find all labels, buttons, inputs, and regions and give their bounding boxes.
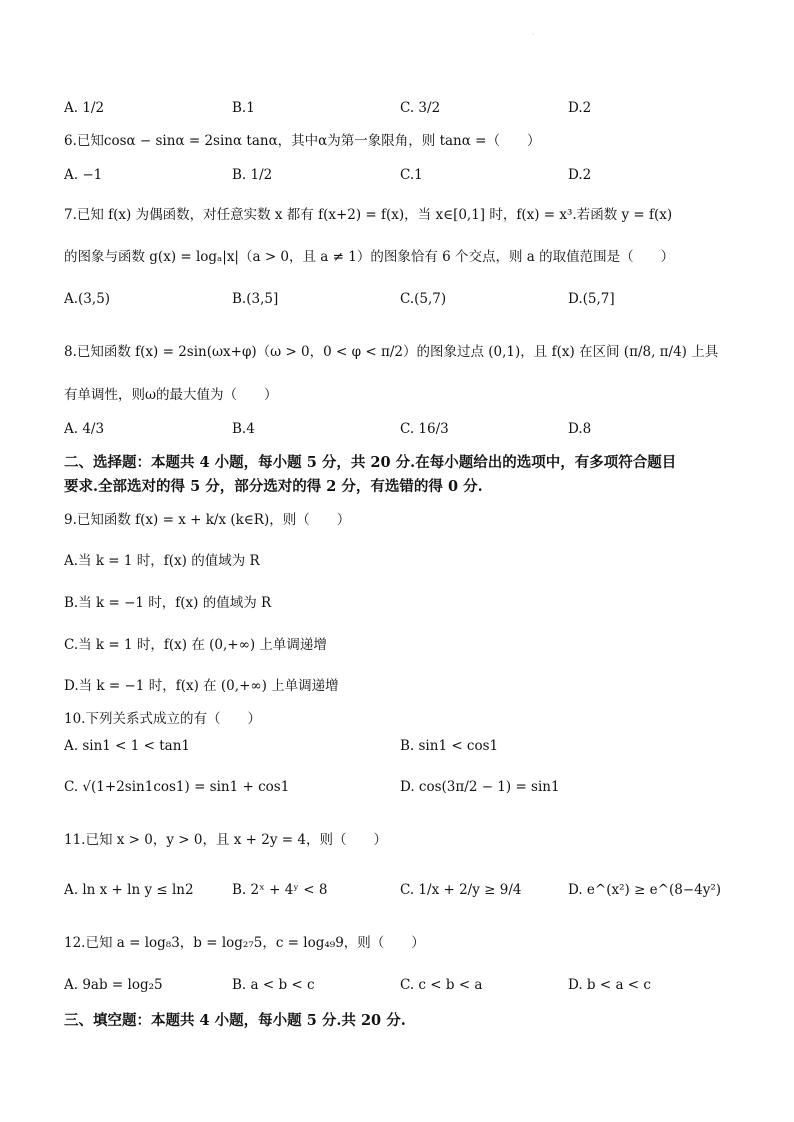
- q8-option-a: A. 4/3: [64, 421, 105, 437]
- q10-option-b: B. sin1 < cos1: [400, 738, 499, 754]
- q6-option-b: B. 1/2: [232, 167, 273, 183]
- q6-option-a: A. −1: [64, 167, 103, 183]
- q8-stem-line1: 8.已知函数 f(x) = 2sin(ωx+φ)（ω > 0，0 < φ < π/2）的图象过点 (0,1)，且 f(x) 在区间 (π/8, π/4) 上具: [64, 344, 719, 360]
- q6-option-c: C.1: [400, 167, 423, 183]
- section3-heading: 三、填空题：本题共 4 小题，每小题 5 分.共 20 分.: [64, 1012, 406, 1029]
- q5-option-c: C. 3/2: [400, 100, 441, 116]
- q9-option-b: B.当 k = −1 时，f(x) 的值域为 R: [64, 595, 272, 611]
- section2-heading-line1: 二、选择题：本题共 4 小题，每小题 5 分，共 20 分.在每小题给出的选项中，有多项符合题目: [64, 454, 677, 471]
- q5-option-d: D.2: [568, 100, 592, 116]
- q6-option-d: D.2: [568, 167, 592, 183]
- q9-option-a: A.当 k = 1 时，f(x) 的值域为 R: [64, 553, 260, 569]
- q11-option-a: A. ln x + ln y ≤ ln2: [64, 882, 194, 898]
- section2-heading-line2: 要求.全部选对的得 5 分，部分选对的得 2 分，有选错的得 0 分.: [64, 478, 483, 495]
- q10-option-d: D. cos(3π/2 − 1) = sin1: [400, 779, 560, 795]
- q6-stem: 6.已知cosα − sinα = 2sinα tanα，其中α为第一象限角，则 tanα =（ ）: [64, 133, 541, 149]
- q5-option-b: B.1: [232, 100, 255, 116]
- q8-option-d: D.8: [568, 421, 592, 437]
- q12-option-a: A. 9ab = log₂5: [64, 977, 163, 993]
- q10-stem: 10.下列关系式成立的有（ ）: [64, 711, 261, 727]
- q9-stem: 9.已知函数 f(x) = x + k/x (k∈R)，则（ ）: [64, 512, 351, 528]
- q8-option-c: C. 16/3: [400, 421, 449, 437]
- q10-option-c: C. √(1+2sin1cos1) = sin1 + cos1: [64, 779, 290, 795]
- q11-stem: 11.已知 x > 0，y > 0，且 x + 2y = 4，则（ ）: [64, 832, 387, 848]
- q7-stem-line2: 的图象与函数 g(x) = logₐ|x|（a > 0，且 a ≠ 1）的图象恰有 6 个交点，则 a 的取值范围是（ ）: [64, 249, 675, 265]
- q7-option-c: C.(5,7): [400, 291, 447, 307]
- q11-option-b: B. 2ˣ + 4ʸ < 8: [232, 882, 328, 898]
- corner-mark: ·: [532, 30, 535, 39]
- q12-stem: 12.已知 a = log₈3，b = log₂₇5，c = log₄₉9，则（ ）: [64, 935, 425, 951]
- q7-option-b: B.(3,5]: [232, 291, 279, 307]
- q11-option-c: C. 1/x + 2/y ≥ 9/4: [400, 882, 522, 898]
- q5-option-a: A. 1/2: [64, 100, 105, 116]
- q12-option-c: C. c < b < a: [400, 977, 483, 993]
- q8-stem-line2: 有单调性，则ω的最大值为（ ）: [64, 387, 278, 403]
- q8-option-b: B.4: [232, 421, 255, 437]
- q10-option-a: A. sin1 < 1 < tan1: [64, 738, 190, 754]
- q12-option-d: D. b < a < c: [568, 977, 651, 993]
- q7-option-a: A.(3,5): [64, 291, 111, 307]
- q12-option-b: B. a < b < c: [232, 977, 315, 993]
- q9-option-d: D.当 k = −1 时，f(x) 在 (0,+∞) 上单调递增: [64, 678, 339, 694]
- q9-option-c: C.当 k = 1 时，f(x) 在 (0,+∞) 上单调递增: [64, 637, 327, 653]
- q11-option-d: D. e^(x²) ≥ e^(8−4y²): [568, 882, 722, 898]
- q7-option-d: D.(5,7]: [568, 291, 615, 307]
- q7-stem-line1: 7.已知 f(x) 为偶函数，对任意实数 x 都有 f(x+2) = f(x)，当 x∈[0,1] 时，f(x) = x³.若函数 y = f(x): [64, 207, 673, 223]
